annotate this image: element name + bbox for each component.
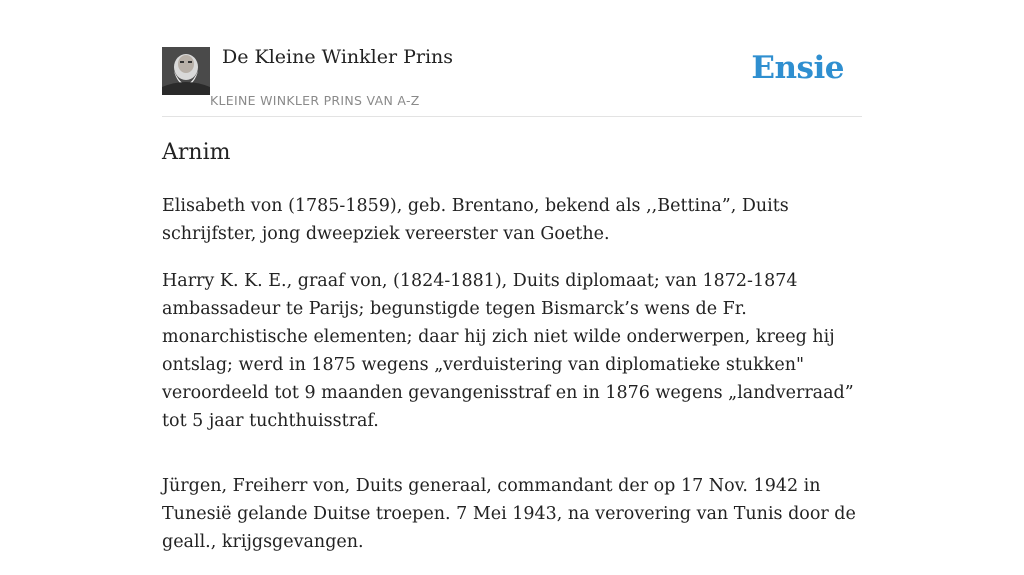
- article-body: [162, 192, 862, 575]
- collection-link[interactable]: KLEINE WINKLER PRINS VAN A-Z: [210, 93, 420, 108]
- paragraph: Jürgen, Freiherr von, Duits generaal, commandant der op 17 Nov. 1942 in Tunesië gelande Duitse troepen. 7 Mei 1943, na verovering van Tunis door de geall., krijgsgevangen.: [162, 476, 856, 552]
- paragraph: Elisabeth von (1785-1859), geb. Brentano, bekend als ,,Bettina”, Duits schrijfster, jong dweepziek vereerster van Goethe.: [162, 196, 789, 244]
- article-title: Arnim: [162, 140, 231, 165]
- bearded-man-portrait-icon: [162, 47, 210, 95]
- site-logo[interactable]: Ensie: [751, 50, 844, 86]
- paragraph: Harry K. K. E., graaf von, (1824-1881), Duits diplomaat; van 1872-1874 ambassadeur te Parijs; begunstigde tegen Bismarck’s wens de Fr. monarchistische elementen; daar hij zich niet wilde onderwerpen, kreeg hij ontslag; werd in 1875 wegens „verduistering van diplomatieke stukken" veroordeeld tot 9 maanden gevangenisstraf en in 1876 wegens „landverraad” tot 5 jaar tuchthuisstraf.: [162, 271, 854, 431]
- author-avatar[interactable]: [162, 47, 210, 95]
- author-name[interactable]: De Kleine Winkler Prins: [222, 46, 454, 68]
- header: [162, 44, 862, 117]
